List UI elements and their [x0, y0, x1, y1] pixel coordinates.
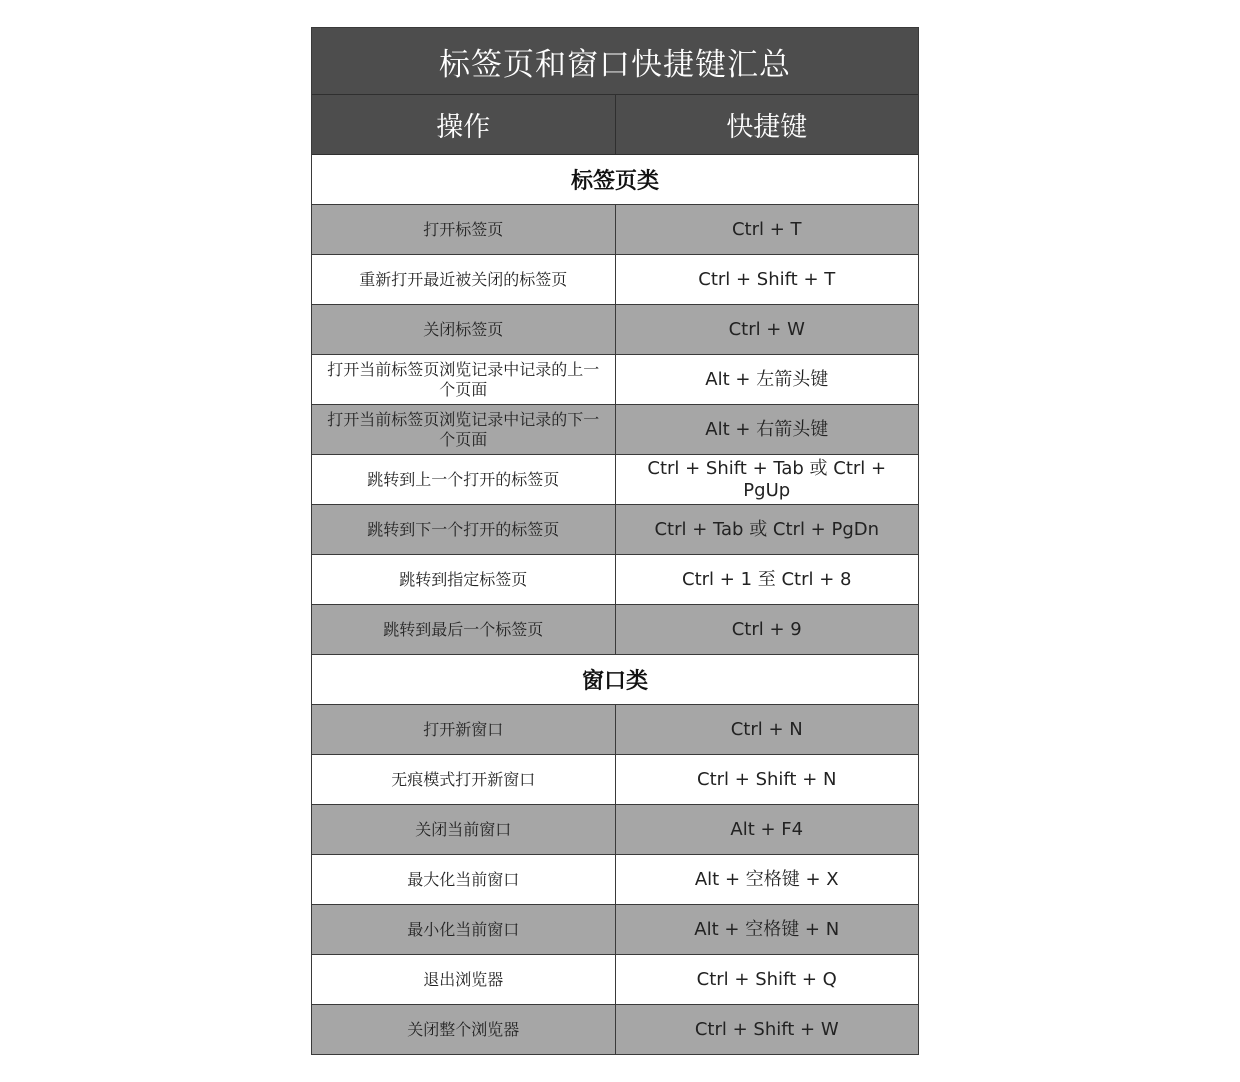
shortcut-cell: Alt + 空格键 + X: [615, 855, 919, 904]
table-row: [312, 905, 918, 955]
action-cell: 无痕模式打开新窗口: [391, 769, 536, 789]
action-cell: 重新打开最近被关闭的标签页: [359, 269, 568, 289]
section-heading-tabs: 标签页类: [312, 155, 918, 205]
table-row: [312, 955, 918, 1005]
shortcut-cell: Ctrl + 9: [615, 605, 919, 654]
table-row: [312, 455, 918, 505]
action-cell: 打开当前标签页浏览记录中记录的下一个页面: [327, 410, 600, 449]
shortcut-cell: Alt + 空格键 + N: [615, 905, 919, 954]
table-row: [312, 355, 918, 405]
table-row: [312, 1005, 918, 1054]
table-row: [312, 505, 918, 555]
action-cell: 退出浏览器: [423, 969, 504, 989]
shortcut-cell: Alt + 左箭头键: [615, 355, 919, 404]
action-cell: 跳转到下一个打开的标签页: [367, 519, 560, 539]
shortcut-cell: Ctrl + 1 至 Ctrl + 8: [615, 555, 919, 604]
shortcut-table: [311, 27, 919, 1055]
table-row: [312, 805, 918, 855]
table-title: 标签页和窗口快捷键汇总: [312, 28, 918, 95]
shortcut-cell: Ctrl + Shift + T: [615, 255, 919, 304]
action-cell: 最小化当前窗口: [407, 919, 520, 939]
action-cell: 关闭标签页: [423, 319, 504, 339]
action-cell: 打开新窗口: [423, 719, 504, 739]
action-cell: 关闭整个浏览器: [407, 1019, 520, 1039]
table-row: [312, 305, 918, 355]
table-row: [312, 255, 918, 305]
shortcut-cell: Alt + 右箭头键: [615, 405, 919, 454]
table-row: [312, 705, 918, 755]
shortcut-cell: Ctrl + T: [615, 205, 919, 254]
table-row: [312, 855, 918, 905]
action-cell: 打开标签页: [423, 219, 504, 239]
shortcut-cell: Ctrl + W: [615, 305, 919, 354]
table-row: [312, 555, 918, 605]
shortcut-cell: Ctrl + Shift + Q: [615, 955, 919, 1004]
column-header-row: [312, 95, 918, 155]
table-row: [312, 605, 918, 655]
action-cell: 跳转到最后一个标签页: [383, 619, 544, 639]
table-row: [312, 405, 918, 455]
shortcut-cell: Ctrl + Shift + N: [615, 755, 919, 804]
action-cell: 跳转到上一个打开的标签页: [367, 469, 560, 489]
shortcut-cell: Ctrl + Shift + Tab 或 Ctrl + PgUp: [615, 455, 919, 504]
shortcut-cell: Ctrl + Shift + W: [615, 1005, 919, 1054]
action-cell: 跳转到指定标签页: [399, 569, 528, 589]
section-heading-windows: 窗口类: [312, 655, 918, 705]
column-header-action: 操作: [436, 112, 491, 143]
action-cell: 最大化当前窗口: [407, 869, 520, 889]
action-cell: 打开当前标签页浏览记录中记录的上一个页面: [327, 360, 600, 399]
shortcut-cell: Ctrl + N: [615, 705, 919, 754]
column-header-shortcut: 快捷键: [615, 95, 919, 154]
shortcut-cell: Ctrl + Tab 或 Ctrl + PgDn: [615, 505, 919, 554]
shortcut-cell: Alt + F4: [615, 805, 919, 854]
table-row: [312, 755, 918, 805]
table-row: [312, 205, 918, 255]
action-cell: 关闭当前窗口: [415, 819, 512, 839]
